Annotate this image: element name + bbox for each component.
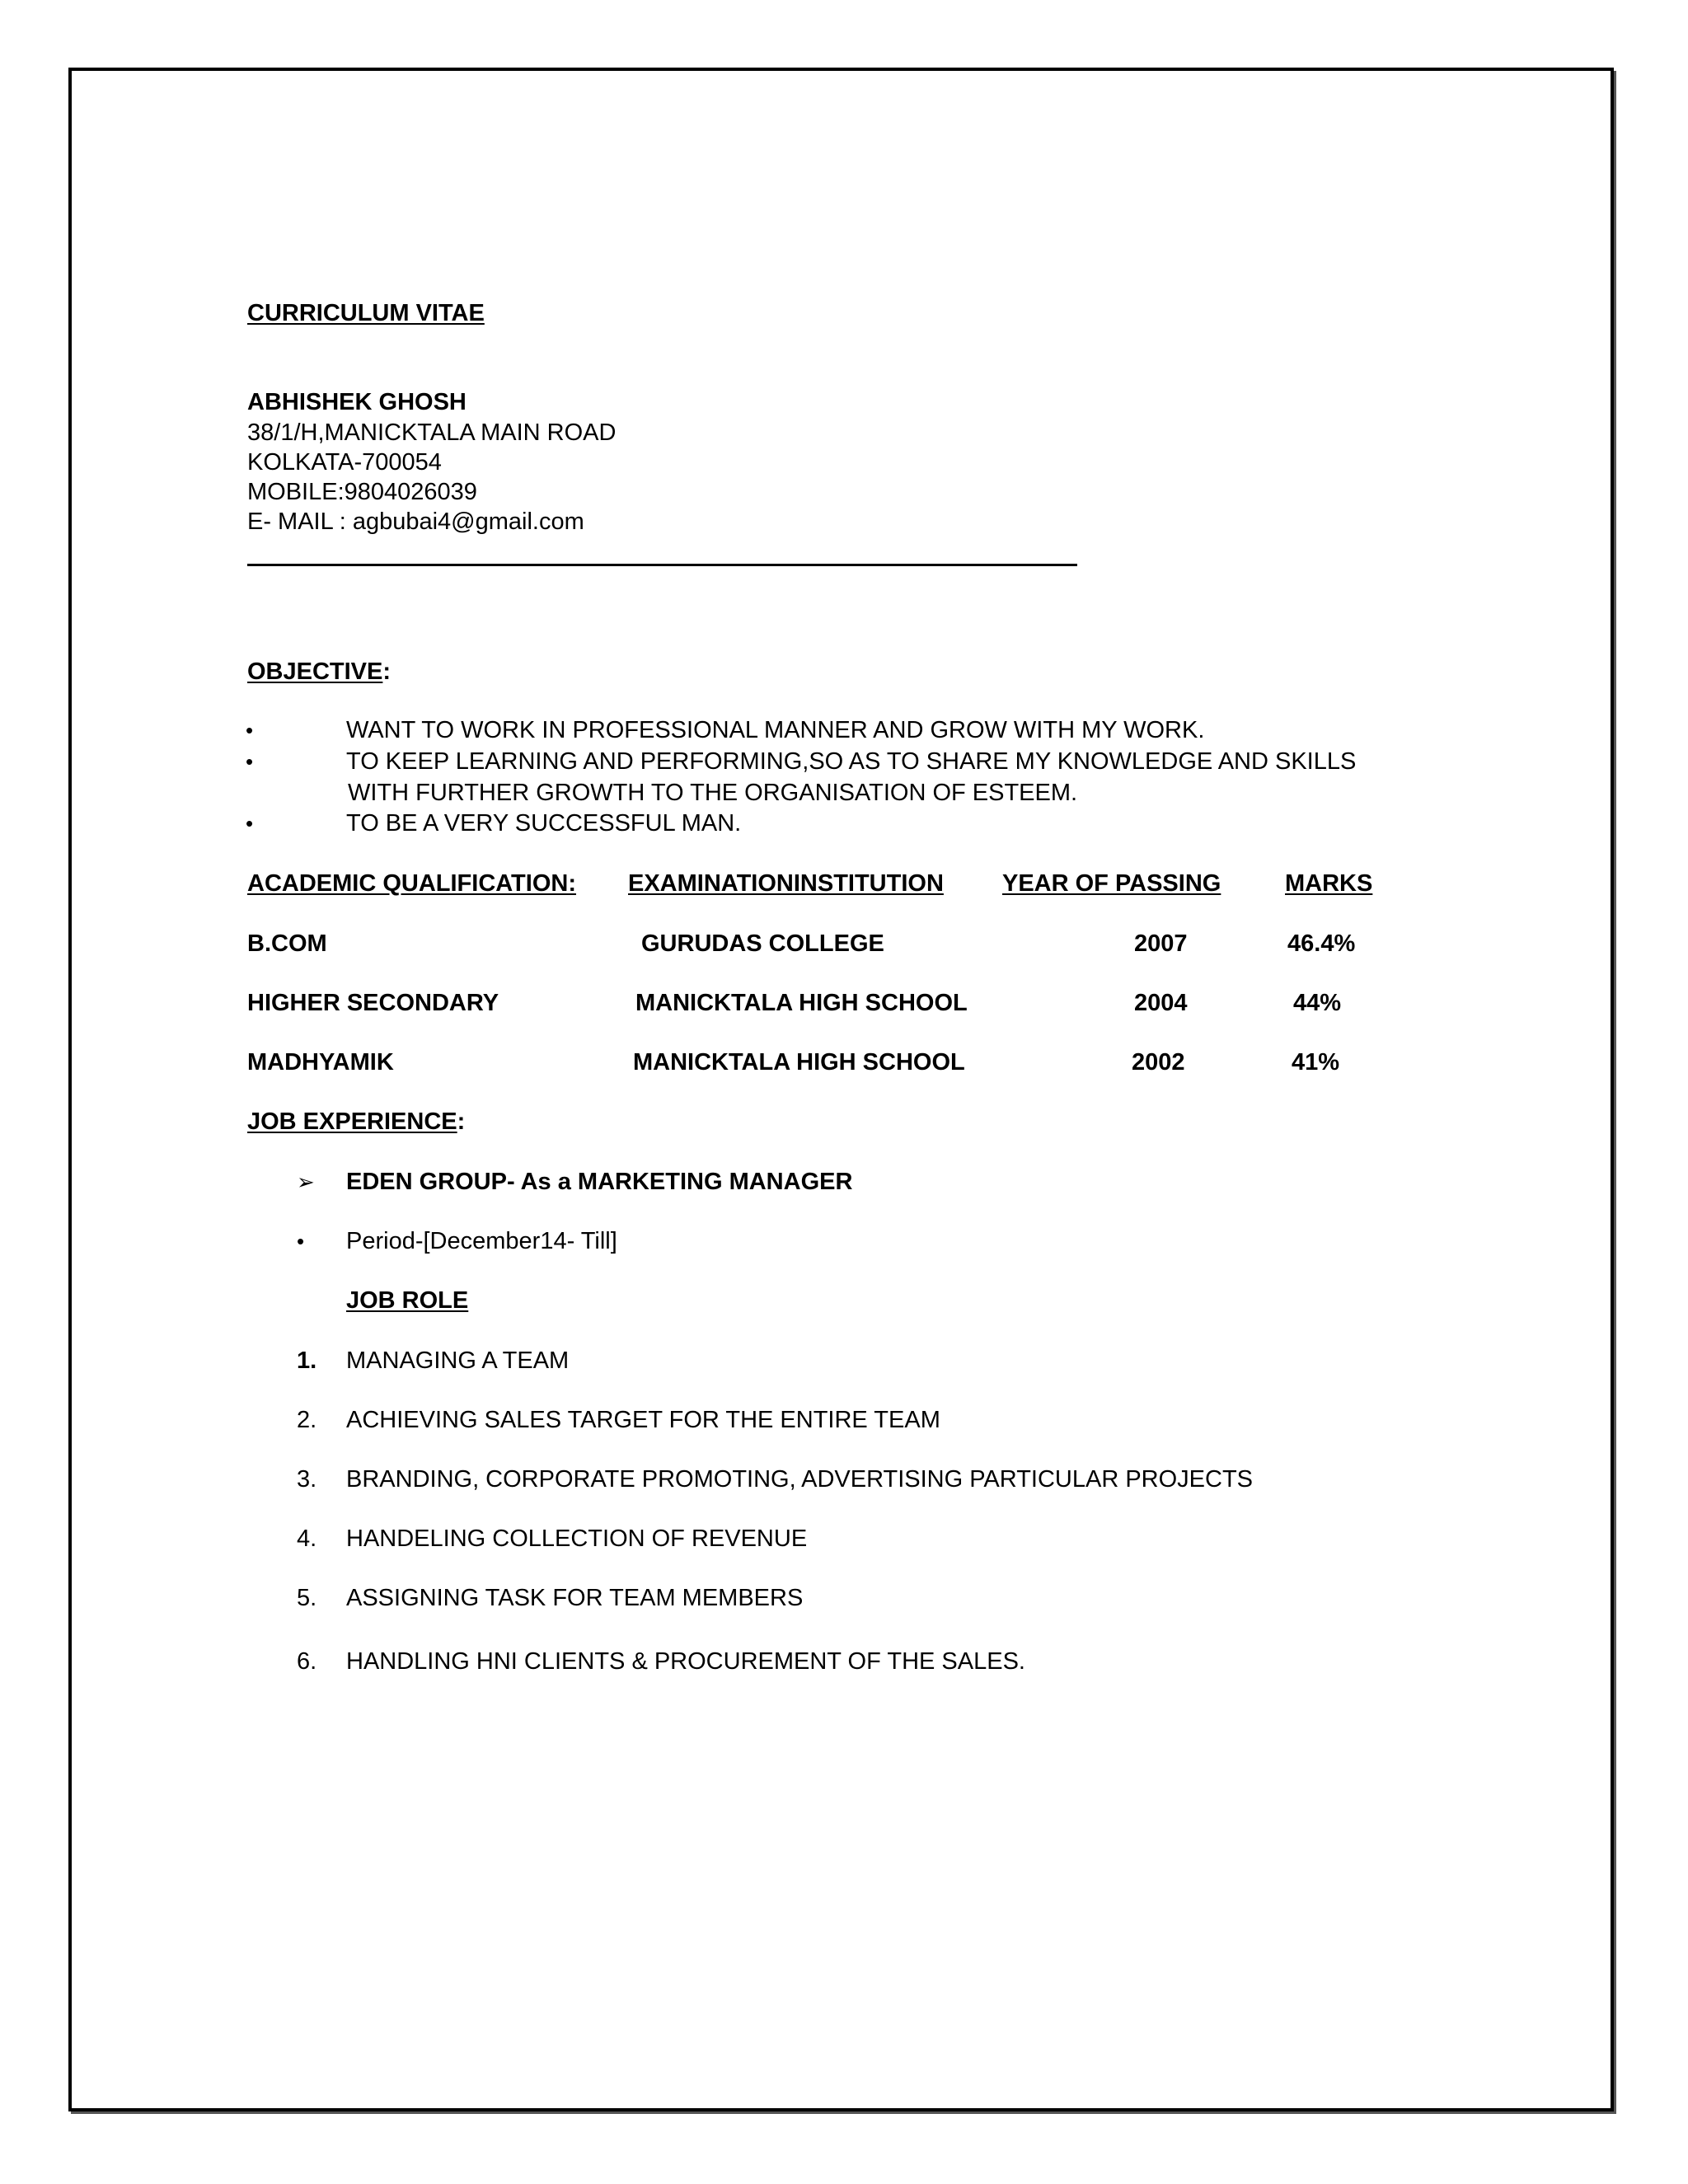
academic-marks: 41% [1292, 1049, 1340, 1076]
academic-institution: MANICKTALA HIGH SCHOOL [633, 1049, 965, 1076]
bullet-icon: • [246, 811, 254, 836]
academic-year: 2002 [1132, 1049, 1185, 1076]
column-year-of-passing: YEAR OF PASSING [1002, 870, 1221, 897]
role-number: 6. [297, 1648, 317, 1675]
address-line-2: KOLKATA-700054 [247, 449, 442, 476]
objective-heading-label: OBJECTIVE [247, 658, 383, 685]
bullet-icon: • [297, 1229, 305, 1254]
bullet-icon: • [246, 749, 254, 774]
page-shadow-bottom [71, 2111, 1616, 2114]
role-item: MANAGING A TEAM [346, 1347, 570, 1374]
bullet-icon: • [246, 718, 254, 743]
document-title: CURRICULUM VITAE [247, 300, 485, 326]
objective-item-1: WANT TO WORK IN PROFESSIONAL MANNER AND GROW WITH MY WORK. [346, 717, 1205, 743]
academic-exam: MADHYAMIK [247, 1049, 394, 1076]
address-line-1: 38/1/H,MANICKTALA MAIN ROAD [247, 419, 617, 446]
objective-heading-colon: : [382, 658, 392, 685]
academic-exam: B.COM [247, 930, 327, 957]
role-item: BRANDING, CORPORATE PROMOTING, ADVERTISING PARTICULAR PROJECTS [346, 1466, 1254, 1493]
page-shadow-right [1614, 71, 1616, 2114]
academic-exam: HIGHER SECONDARY [247, 990, 499, 1016]
academic-year: 2007 [1134, 930, 1188, 957]
experience-heading-label: JOB EXPERIENCE [247, 1108, 457, 1135]
arrow-bullet-icon: ➢ [297, 1169, 315, 1194]
objective-item-2: TO KEEP LEARNING AND PERFORMING,SO AS TO SHARE MY KNOWLEDGE AND SKILLS [346, 748, 1357, 775]
column-marks: MARKS [1285, 870, 1373, 897]
objective-heading [247, 658, 391, 686]
academic-marks: 44% [1293, 990, 1342, 1016]
role-item: HANDELING COLLECTION OF REVENUE [346, 1526, 808, 1552]
role-number: 5. [297, 1585, 317, 1611]
company-role: EDEN GROUP- As a MARKETING MANAGER [346, 1169, 853, 1195]
experience-heading-colon: : [457, 1108, 466, 1135]
job-role-heading: JOB ROLE [346, 1287, 469, 1314]
email-address: E- MAIL : agbubai4@gmail.com [247, 509, 584, 535]
academic-institution: MANICKTALA HIGH SCHOOL [635, 990, 968, 1016]
objective-item-3: TO BE A VERY SUCCESSFUL MAN. [346, 810, 742, 837]
objective-item-2-continued: WITH FURTHER GROWTH TO THE ORGANISATION OF ESTEEM. [348, 780, 1078, 806]
page-border [68, 68, 1614, 2111]
role-number: 3. [297, 1466, 317, 1493]
contact-divider [247, 564, 1077, 566]
employment-period: Period-[December14- Till] [346, 1228, 617, 1254]
role-item: ASSIGNING TASK FOR TEAM MEMBERS [346, 1585, 804, 1611]
academic-year: 2004 [1134, 990, 1188, 1016]
mobile-number: MOBILE:9804026039 [247, 479, 477, 505]
candidate-name: ABHISHEK GHOSH [247, 389, 467, 415]
role-item: ACHIEVING SALES TARGET FOR THE ENTIRE TEAM [346, 1407, 940, 1433]
column-exam-institution: EXAMINATIONINSTITUTION [628, 870, 944, 897]
role-number: 2. [297, 1407, 317, 1433]
role-number: 1. [297, 1347, 317, 1374]
academic-institution: GURUDAS COLLEGE [641, 930, 884, 957]
academic-marks: 46.4% [1287, 930, 1356, 957]
academic-heading: ACADEMIC QUALIFICATION: [247, 870, 576, 897]
experience-heading [247, 1108, 465, 1136]
role-number: 4. [297, 1526, 317, 1552]
role-item: HANDLING HNI CLIENTS & PROCUREMENT OF THE SALES. [346, 1648, 1025, 1675]
